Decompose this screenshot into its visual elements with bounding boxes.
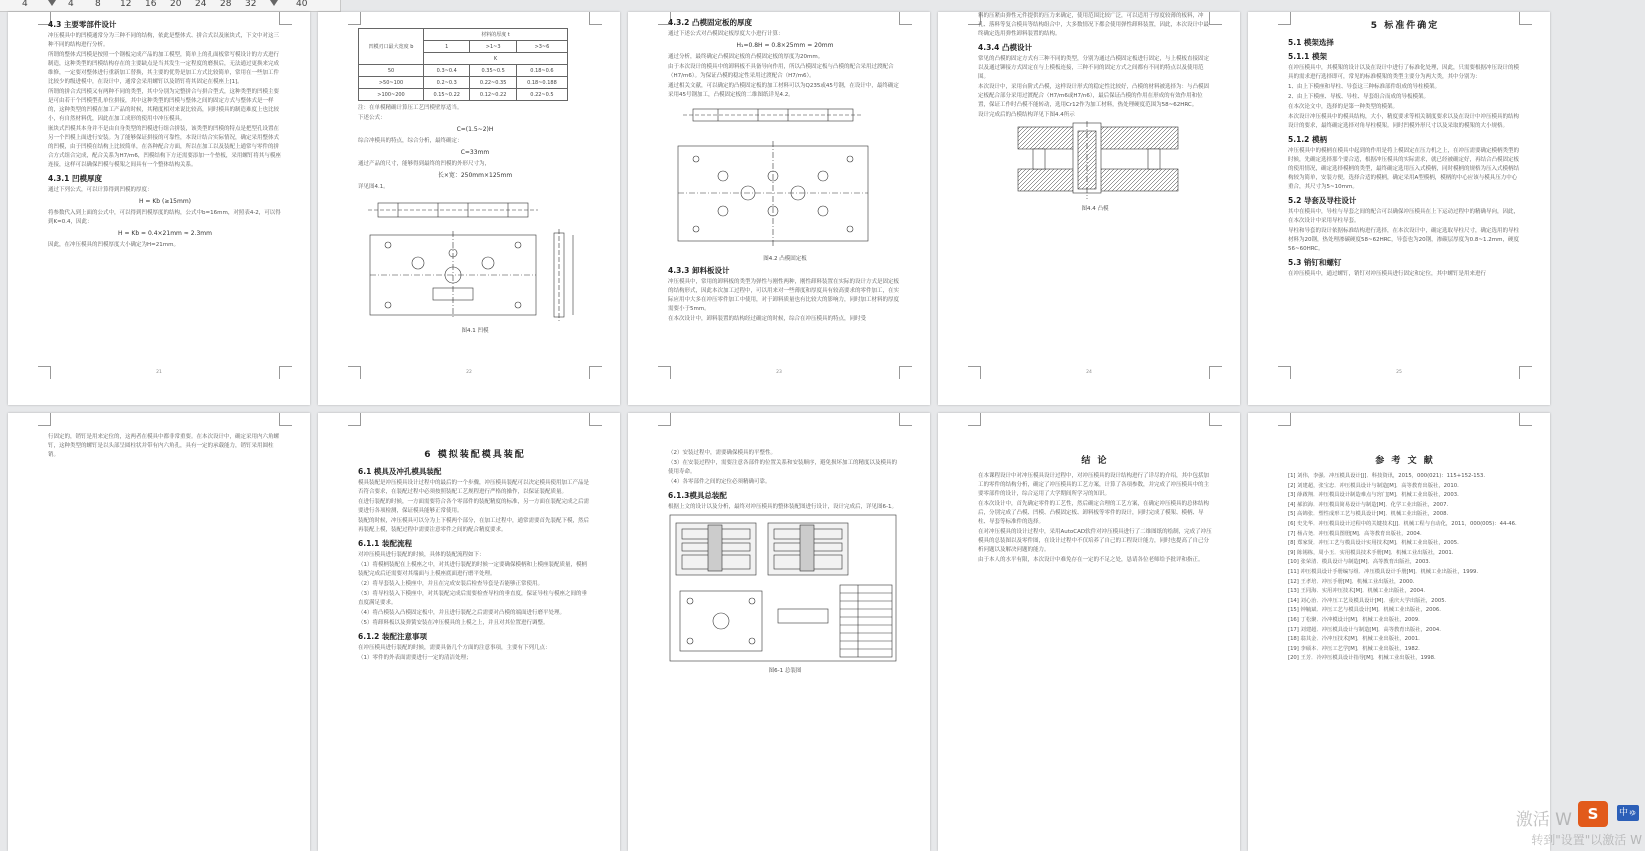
page-corner-mark xyxy=(589,413,602,426)
document-page-29[interactable] xyxy=(938,413,1240,851)
formula: H₁=0.8H = 0.8×25mm = 20mm xyxy=(736,42,834,49)
app-logo-icon[interactable]: S xyxy=(1578,801,1608,827)
ruler-label: 8 xyxy=(95,0,101,9)
paragraph: 通过分析，最终确定凸模固定板的凸模固定板的厚度为20mm。 xyxy=(668,54,824,60)
page-corner-mark xyxy=(38,413,51,426)
paragraph: 在冲压模具中，其模架的设计以及在设计中进行了标准化处理，因此，只需要根据冲压设计的模具的需求进行选择即可，常见的标准模架的类型主要分为两大类，其中分别为： xyxy=(1288,65,1520,80)
ruler-label: 20 xyxy=(170,0,182,9)
paragraph: 通过相关文献，可以确定的凸模固定板的加工材料可以为Q235或45号钢，在设计中，最终确定采用45号钢加工，凸模固定板的二维图纸详见4.2。 xyxy=(668,83,899,98)
chapter-title: 5 标准件确定 xyxy=(1370,21,1440,31)
table-cell: 50 xyxy=(359,65,424,77)
page-corner-mark xyxy=(1519,413,1532,426)
list-item: （3）在安装过程中，需要注意各部件的位置关系和安装顺序，避免损坏加工的精度以及模具的使用寿命。 xyxy=(668,460,898,475)
reference-item: [3] 薛啟翔．冲压模具设计制造难点与窍门[M]．机械工业出版社，2003. xyxy=(1288,492,1459,499)
table-cell: 0.15~0.22 xyxy=(424,89,470,101)
table-header: 凹模刃口最大宽度 b xyxy=(359,29,424,65)
punch-plate-drawing xyxy=(668,101,898,251)
table-cell: 0.18~0.6 xyxy=(516,65,567,77)
table-header: 材料的厚度 t xyxy=(424,29,568,41)
table-row xyxy=(359,77,568,89)
paragraph: 在本课程设计中对冲压模具设计过程中，对冲压模具的设计结构进行了详尽的介绍，其中包括加工的零件的结构分析，确定了冲压模具的工艺方案，计算了各项参数，并完成了冲压模具中的主要零部件的设计，综合运用了大学期间所学习的知识。 xyxy=(978,473,1210,497)
paragraph: 下述公式： xyxy=(358,115,386,121)
page-corner-mark xyxy=(589,12,602,25)
table-cell: 0.22~0.5 xyxy=(516,89,567,101)
table-cell: 0.12~0.22 xyxy=(470,89,516,101)
list-item: （1）零件的外表面需要进行一定的清洁处理； xyxy=(358,655,472,661)
ruler-label: 24 xyxy=(195,0,207,9)
subsection-heading: 5.1.2 模柄 xyxy=(1288,135,1327,144)
ruler-right-margin-marker[interactable] xyxy=(270,0,278,6)
die-drawing xyxy=(358,193,588,323)
page-corner-mark xyxy=(348,12,361,25)
section-heading: 5.2 导套及导柱设计 xyxy=(1288,196,1357,205)
reference-item: [20] 王芳．冷冲压模具设计指导[M]．机械工业出版社，1998. xyxy=(1288,655,1436,662)
formula: H = Kb (≥15mm) xyxy=(138,198,192,205)
paragraph: 冲压模具中的模柄在模具中起到的作用是将上模固定在压力机之上，在冲压需要确定模柄类型的时候，先确定选择那个要合适，根据冲压模具的实际需求，就已经被确定好，再结合凸模固定板的使用情况，确定选择模柄的类型，最终确定选用压入式模柄，同时模柄的规格为压入式模柄结构较为简单，安装方便，选择合适的模柄，确定采用A型模柄，模柄的中心应该与模具压力中心重合，其尺寸为5~10mm。 xyxy=(1288,148,1520,190)
list-item: （2）将导套装入上模座中，并且在完成安装后检查导套是否能够正常使用。 xyxy=(358,581,544,587)
paragraph: 将参数代入到上面的公式中，可以得到凹模厚度的结构，公式中b=16mm，对照表4-2，可以得到K=0.4，因此： xyxy=(48,210,281,225)
table-header: >1~3 xyxy=(470,41,516,53)
subsection-heading: 6.1.1 装配流程 xyxy=(358,539,412,548)
paragraph: 综合冲模具的特点，综合分析，最终确定： xyxy=(358,138,463,144)
page-number: 23 xyxy=(776,370,782,375)
paragraph: 对冲压模具进行装配的时候，具体的装配流程如下： xyxy=(358,552,485,558)
paragraph: 嵌块式凹模其本身并不是由自身类型的凹模进行组合拼装，该类型的凹模的特点是把型孔设置在另一个凹模上面进行安装。为了能够保证拼接的可靠性，本设计结合实际情况，确定采用整体式的凹模，由于凹模在结构上比较简单，在各种配合方面，所以在加工以及装配上通常与零件的拼合方式组合完成，配合关系为H7/m6，凹模结构下方还需要添加一个垫板，采用螺钉将其与模座连接，这样可以确保凹模与模架之间具有一个整体结构关系。 xyxy=(48,126,281,168)
document-page-21[interactable] xyxy=(8,12,310,405)
subsection-heading: 6.1.3模具总装配 xyxy=(668,491,727,500)
list-item: （4）各零部件之间的定位必须精确可靠。 xyxy=(668,479,771,485)
paragraph: 常见的凸模的固定方式有三种不同的类型，分别为通过凸模固定板进行固定，与上模板直接固定以及通过铆接方式固定在与上模板连接，三种不同的固定方式之间都有不同的特点以及使用范围。 xyxy=(978,56,1210,80)
paragraph: 本次设计冲压模具中的模具结构，大小，精度要求等相关制度要求以及在设计中冲压模具的结构设计的要求，最终确定选择对角导柱模架。同时凹模外形尺寸以及采取的模架的大小规格。 xyxy=(1288,114,1520,129)
section-heading: 5.3 销钉和螺钉 xyxy=(1288,258,1342,267)
ruler-label: 40 xyxy=(296,0,308,9)
paragraph: 本次设计中，采用台阶式凸模，这样设计形式的稳定性比较好，凸模的材料被选择为：与凸模固定板配合部分采用过渡配合（H7/m6或H7/n6），最后保证凸模的作用在形成的有效作用和位置，保证工作时凸模不能转动，选用Cr12作为加工材料，热处理硬度范围为58~62HRC。 xyxy=(978,84,1210,108)
figure-caption: 图4.4 凸模 xyxy=(1081,206,1109,212)
reference-item: [5] 高锦张．塑性成形工艺与模具设计[M]．机械工业出版社，2008. xyxy=(1288,511,1449,518)
reference-item: [14] 刘心治．冷冲压工艺及模具设计[M]．重庆大学出版社，2005. xyxy=(1288,597,1447,604)
ime-indicator[interactable]: 中ゅ xyxy=(1617,805,1639,821)
reference-item: [17] 刘建超．冲压模具设计与制造[M]．高等教育出版社，2004. xyxy=(1288,626,1441,633)
reference-item: [10] 张荣清．模具设计与制造[M]．高等教育出版社，2003. xyxy=(1288,559,1431,566)
reference-item: [19] 李硕本．冲压工艺学[M]．机械工业出版社，1982. xyxy=(1288,645,1420,652)
document-page-24[interactable] xyxy=(938,12,1240,405)
list-item: （1）将模柄装配在上模座之中，对其进行装配的时候一定要确保模柄和上模座装配质量，模柄装配完成后还需要对其端面与上模座底面进行磨平处理。 xyxy=(358,562,588,577)
paragraph: 由于本人的水平有限，本次设计中难免存在一定的不足之处，恳请各位老师给予批评和指正。 xyxy=(978,557,1204,563)
watermark-text: 激活 W xyxy=(1515,810,1572,830)
reference-item: [1] 刘伟，李强．冲压模具设计[J]．科技资讯，2015，000(021)：115+152-153. xyxy=(1288,473,1486,479)
reference-list xyxy=(1288,472,1522,663)
table-cell: 0.2~0.3 xyxy=(424,77,470,89)
assembly-drawing xyxy=(668,513,898,663)
list-item: （5）将卸料板以及弹簧安装在冲压模具的上模之上，并且对其位置进行调整。 xyxy=(358,620,549,626)
figure-caption: 图4.2 凸模固定板 xyxy=(763,256,807,262)
page-number: 25 xyxy=(1396,370,1402,375)
document-page-23[interactable] xyxy=(628,12,930,405)
paragraph: 设计完成后的凸模结构详见下图4.4所示 xyxy=(978,112,1075,118)
table-header: K xyxy=(424,53,568,65)
ruler-label: 32 xyxy=(245,0,257,9)
paragraph: 因此，在冲压模具的凹模厚度大小确定为H=21mm。 xyxy=(48,242,179,248)
subsection-heading: 4.3.3 卸料板设计 xyxy=(668,266,730,275)
formula: H = Kb = 0.4×21mm ≈ 2.3mm xyxy=(118,230,212,237)
section-heading: 6.1 模具及冲孔模具装配 xyxy=(358,467,442,476)
document-page-26[interactable] xyxy=(8,413,310,851)
document-page-25[interactable] xyxy=(1248,12,1550,405)
subsection-heading: 4.3.2 凸模固定板的厚度 xyxy=(668,18,752,27)
page-corner-mark xyxy=(1209,413,1222,426)
reference-item: [13] 王同海．实用冲压技术[M]．机械工业出版社，2004. xyxy=(1288,588,1426,595)
ruler-label: 4 xyxy=(22,0,28,9)
reference-item: [16] 丁松聚．冷冲模设计[M]．机械工业出版社，2009. xyxy=(1288,616,1420,623)
reference-item: [7] 杨占尧．冲压模具图册[M]．高等教育出版社，2004. xyxy=(1288,530,1422,537)
paragraph: 冲压模具中的凹模通常分为三种不同的结构，依此是整体式、拼合式以及嵌块式，下文中对这三种不同的结构进行分析。 xyxy=(48,33,280,48)
reference-item: [11] 冲压模具设计手册编写组．冲压模具设计手册[M]．机械工业出版社，1999. xyxy=(1288,568,1479,575)
table-cell: >100~200 xyxy=(359,89,424,101)
paragraph: 通过下列公式，可以计算得到凹模的厚度： xyxy=(48,187,153,193)
list-item: （2）安装过程中，需要确保模具的平整性。 xyxy=(668,450,777,456)
list-item: （3）将导柱装入下模座中，对其装配完成后需要检查导柱的垂直度，保证导柱与模座之间的垂直度满足要求。 xyxy=(358,591,588,606)
reference-item: [18] 翁其金．冷冲压技术[M]．机械工业出版社，2001. xyxy=(1288,636,1420,643)
section-heading: 4.3 主要零部件设计 xyxy=(48,20,117,29)
reference-item: [12] 王孝培．冲压手册[M]．机械工业出版社，2000. xyxy=(1288,578,1415,585)
page-number: 24 xyxy=(1086,370,1092,375)
document-page-28[interactable] xyxy=(628,413,930,851)
reference-item: [15] 钟毓斌．冲压工艺与模具设计[M]．机械工业出版社，2006. xyxy=(1288,607,1441,614)
page-corner-mark xyxy=(899,413,912,426)
formula: 长×宽：250mm×125mm xyxy=(437,172,513,179)
subsection-heading: 6.1.2 装配注意事项 xyxy=(358,632,427,641)
paragraph: 详见图4.1。 xyxy=(358,184,389,190)
page-corner-mark xyxy=(1278,413,1291,426)
table-note: 注：在单模精确计算压工艺凹模壁厚适当。 xyxy=(358,105,463,111)
table-cell: 0.22~0.35 xyxy=(470,77,516,89)
paragraph: 由于本次设计的模具中的卸料板不具备导向作用，所以凸模固定板与凸模的配合采用过渡配合（H7/m6）。为保证凸模的稳定性采用过渡配合（H7/m6）。 xyxy=(668,64,894,79)
paragraph: 料的压紧由弹性元件提供的压力来确定，使用范围比较广泛，可以适用于厚度较薄的板料，冲孔、落料等复合模具等结构组合中，大多数情况下都会使用弹性卸料装置，因此，本次设计中最终确定选用弹性卸料装置的结构。 xyxy=(978,13,1210,37)
paragraph: 在冲压模具进行装配的时候，需要具备几个方面的注意事项，主要有下列几点： xyxy=(358,645,551,651)
paragraph: 在本次设计中，卸料装置的结构经过确定的时候，综合在冲压模具的特点，同时受 xyxy=(668,316,867,322)
chapter-title: 6 模拟装配模具装配 xyxy=(424,450,526,460)
ruler-indent-marker[interactable] xyxy=(48,0,56,6)
page-number: 22 xyxy=(466,370,472,375)
ruler-label: 16 xyxy=(145,0,157,9)
reference-item: [8] 郑家贤．冲压工艺与模具设计实用技术[M]．机械工业出版社，2005. xyxy=(1288,540,1459,547)
paragraph: 行固定的，销钉是用来定位的，这两者在模具中都非常重要。在本次设计中，确定采用内六角螺钉，这种类型的螺钉是以头部呈圆柱状并带有内六角孔，具有一定的承载能力，销钉采用圆柱销。 xyxy=(48,434,280,458)
paragraph: 在冲压模具中，通过螺钉，销钉对冲压模具进行固定和定位，其中螺钉是用来进行 xyxy=(1288,271,1487,277)
chapter-title: 参 考 文 献 xyxy=(1375,456,1435,466)
paragraph: 冲压模具中，常用的卸料板的类型为弹性与刚性两种，刚性卸料装置在实际的设计方式是固定板的结构形式，因此本次加工过程中，可以用来对一些薄度和厚度具有较高要求的零件加工，在实际应用中大多在冲压零件加工中使用，对于卸料质量也有比较大的影响力，同时加工材料的厚度需要小于5mm。 xyxy=(668,279,900,312)
paragraph: 导柱和导套的设计依据标准结构进行选择，在本次设计中，确定选取导柱尺寸，确定选用的导柱材料为20钢，热处理渗碳硬度58~62HRC，导套也为20钢，渗碳层厚度为0.8~1.2mm，硬度56~60HRC。 xyxy=(1288,228,1520,252)
subsection-heading: 5.1.1 模架 xyxy=(1288,52,1327,61)
page-corner-mark xyxy=(348,413,361,426)
watermark-text: 转到"设置"以激活 W xyxy=(1531,833,1642,847)
formula: C=33mm xyxy=(460,149,490,156)
paragraph: 根据上文的设计以及分析，最终对冲压模具的整体装配图进行设计，设计完成后，详见图6-1。 xyxy=(668,504,897,510)
document-page-30[interactable] xyxy=(1248,413,1550,851)
list-item: 2、由上下模座、导板、导柱、导套组合而成的导板模架。 xyxy=(1288,94,1430,100)
paragraph: 所谓的拼合式凹模又有两种不同的类型，其中分别为完整拼合与拼合型式，这种类型的凹模主要是可由若干个凹模型孔单位拼接，其中这种类型的凹模与整体之间的固定方式与整体式是一样的，这种类型的凹模在加工产品的时候，其精度相对来说比较高，同时模具的制造难度上也比较小，有自然材料优，因此在加工成形的使用中冲压模具。 xyxy=(48,89,280,122)
subsection-heading: 4.3.4 凸模设计 xyxy=(978,43,1032,52)
paragraph: 在对冲压模具的设计过程中，采用AutoCAD软件对冲压模具进行了二维图纸的绘制，完成了冲压模具的总装图以及零件图，在设计过程中不仅培养了自己的工程设计能力，同时也提高了自己分析问题以及解决问题的能力。 xyxy=(978,529,1212,553)
reference-item: [6] 史先华．冲压模具设计过程中的关键技术[J]．机械工程与自动化，2011，000(005)：44-46. xyxy=(1288,520,1517,527)
section-heading: 5.1 模架选择 xyxy=(1288,38,1334,47)
table-row xyxy=(359,65,568,77)
page-corner-mark xyxy=(968,413,981,426)
horizontal-ruler[interactable] xyxy=(0,0,341,12)
paragraph: 在本次设计中，首先确定零件的工艺性，然后确定合理的工艺方案，在确定冲压模具的总体结构后，分别完成了凸模、凹模、凸模固定板、卸料板等零件的设计，同时完成了模架、模柄、导柱、导套等标准件的选择。 xyxy=(978,501,1210,525)
ruler-label: 12 xyxy=(120,0,132,9)
page-number: 21 xyxy=(156,370,162,375)
page-corner-mark xyxy=(279,413,292,426)
ruler-label: 28 xyxy=(220,0,232,9)
paragraph: 通过产品的尺寸，能够得到最终的凹模的外形尺寸为， xyxy=(358,161,491,167)
reference-item: [4] 郝滨海．冲压模具简易设计与制造[M]．化学工业出版社，2007. xyxy=(1288,501,1449,508)
paragraph: 其中在模具中，导柱与导套之间的配合可以确保冲压模具在上下运动过程中的精确导向，因此，在本次设计中采用导柱导套。 xyxy=(1288,209,1520,224)
paragraph: 所谓的整体式凹模是按照一个钢板完成产品的加工模型，简单上的孔面板常写模设计的方式进行制造，这种类型的凹模结构存在的主要缺点是当其发生一定程度的磨损后，无法通过更换来完成维修，一定要对整体进行重新加工替换，其主要的优势是加工方式比较简单，常用在一些加工件比较少的级进模中，在设计中，通常会采用螺钉以及销钉将其固定在模座上[1]。 xyxy=(48,52,280,85)
ruler-label: 4 xyxy=(68,0,74,9)
paragraph: 模具装配是冲压模具设计过程中的最后的一个步骤，冲压模具装配可以决定模具使用加工产品是否符合要求，在装配过程中必须按照装配工艺规程进行严格的操作，以保证装配质量。 xyxy=(358,480,590,495)
table-cell: 0.3~0.4 xyxy=(424,65,470,77)
document-page-22[interactable] xyxy=(318,12,620,405)
reference-item: [9] 陈锡栋，周小玉．实用模具技术手册[M]．机械工业出版社，2001. xyxy=(1288,549,1454,556)
formula: C=(1.5~2)H xyxy=(456,126,494,133)
figure-caption: 图4.1 凹模 xyxy=(461,328,489,334)
table-row xyxy=(359,89,568,101)
table-cell: 0.35~0.5 xyxy=(470,65,516,77)
table-header: 1 xyxy=(424,41,470,53)
list-item: 1、由上下模座和导柱、导套这三种标准部件组成的导柱模架。 xyxy=(1288,84,1441,90)
chapter-title: 结 论 xyxy=(1081,456,1109,466)
table-header: >3~6 xyxy=(516,41,567,53)
list-item: （4）将凸模装入凸模固定板中，并且进行装配之后需要对凸模的端面进行磨平处理。 xyxy=(358,610,566,616)
activation-watermark xyxy=(1442,799,1642,849)
paragraph: 在本次论文中，选择的是第一种类型的模架。 xyxy=(1288,104,1399,110)
reference-item: [2] 刘建超，张宝忠．冲压模具设计与制造[M]．高等教育出版社，2010. xyxy=(1288,482,1459,489)
paragraph: 在进行装配的时候，一方面需要符合各个零部件的装配精度的标准，另一方面在装配完成之后需要进行各项检测，保证模具能够正常使用。 xyxy=(358,499,590,514)
paragraph: 装配的时候，冲压模具可以分为上下模两个部分，在加工过程中，通常需要首先装配下模，然后再装配上模，装配过程中需要注意零件之间的配合精度要求。 xyxy=(358,518,590,533)
subsection-heading: 4.3.1 凹模厚度 xyxy=(48,174,102,183)
table-cell: >50~100 xyxy=(359,77,424,89)
coefficient-table xyxy=(358,28,568,101)
paragraph: 通过下述公式对凸模固定板厚度大小进行计算： xyxy=(668,31,784,37)
page-corner-mark xyxy=(658,413,671,426)
document-page-27[interactable] xyxy=(318,413,620,851)
punch-drawing xyxy=(978,121,1208,201)
figure-caption: 图6-1 总装图 xyxy=(768,668,802,674)
table-cell: 0.18~0.188 xyxy=(516,77,567,89)
